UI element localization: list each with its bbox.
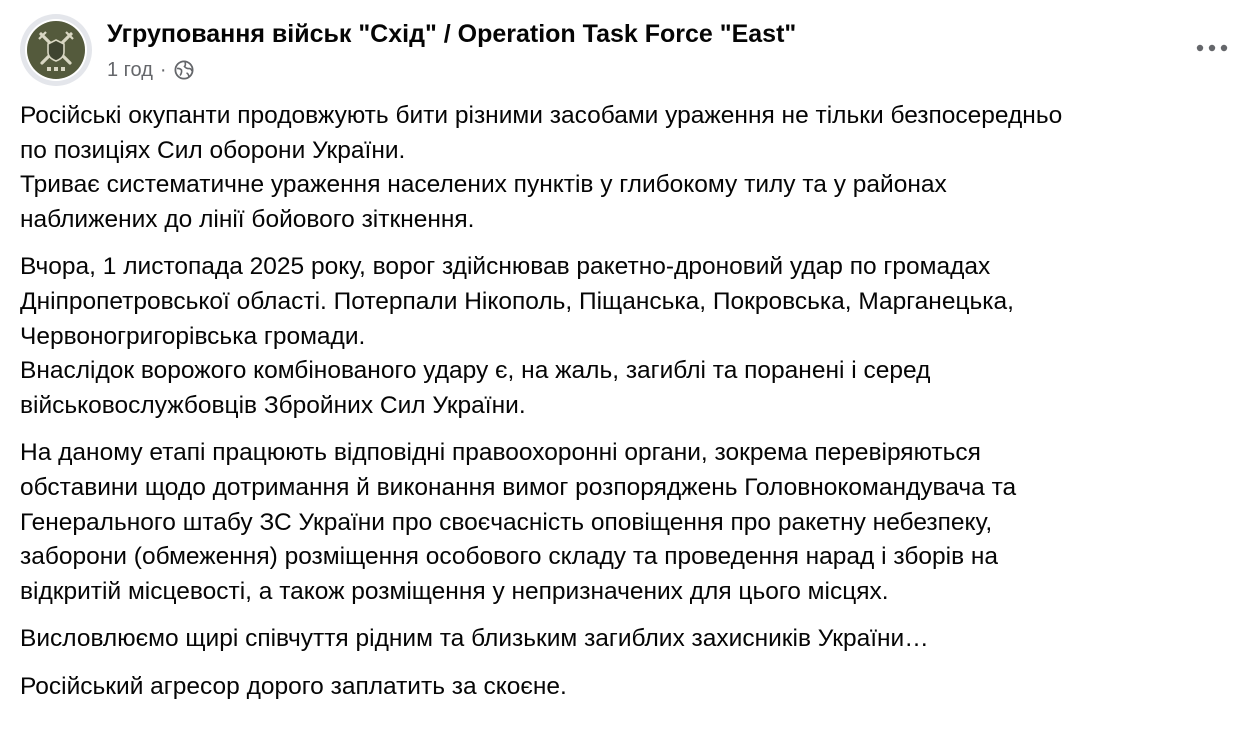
- page-name[interactable]: Угруповання військ "Схід" / Operation Task Force "East": [107, 20, 797, 48]
- post-header: [20, 14, 1232, 86]
- post-paragraph: Вчора, 1 листопада 2025 року, ворог здійснював ракетно-дроновий удар по громадах Дніпропетровської області. Потерпали Нікополь, Піщанська, Покровська, Марганецька, Червоногригорівська громади. Внаслідок ворожого комбінованого удару є, на жаль, загиблі та поранені і серед військовослужбовців Збройних Сил України.: [20, 253, 1014, 419]
- post-timestamp[interactable]: 1 год: [107, 58, 153, 81]
- post-meta: [107, 56, 194, 84]
- more-horizontal-icon: [1196, 44, 1228, 52]
- globe-icon[interactable]: [174, 60, 194, 80]
- post-paragraph: Висловлюємо щирі співчуття рідним та близьким загиблих захисників України…: [20, 625, 929, 653]
- post-body: [20, 99, 1240, 718]
- post-paragraph: На даному етапі працюють відповідні правоохоронні органи, зокрема перевіряються обставини щодо дотримання й виконання вимог розпоряджень Головнокомандувача та Генерального штабу ЗС України про своєчасність оповіщення про ракетну небезпеку, заборони (обмеження) розміщення особового складу та проведення нарад і зборів на відкритій місцевості, а також розміщення у непризначених для цього місцях.: [20, 439, 1017, 605]
- more-options-button[interactable]: [1192, 28, 1232, 68]
- post-paragraph: Російські окупанти продовжують бити різними засобами ураження не тільки безпосередньо по позиціях Сил оборони України. Триває систематичне ураження населених пунктів у глибокому тилу та у районах наближених до лінії бойового зіткнення.: [20, 102, 1063, 233]
- avatar[interactable]: [20, 14, 92, 86]
- post-paragraph: Російський агресор дорого заплатить за скоєне.: [20, 672, 567, 700]
- military-emblem-logo: [20, 14, 92, 86]
- meta-separator: ·: [159, 58, 167, 81]
